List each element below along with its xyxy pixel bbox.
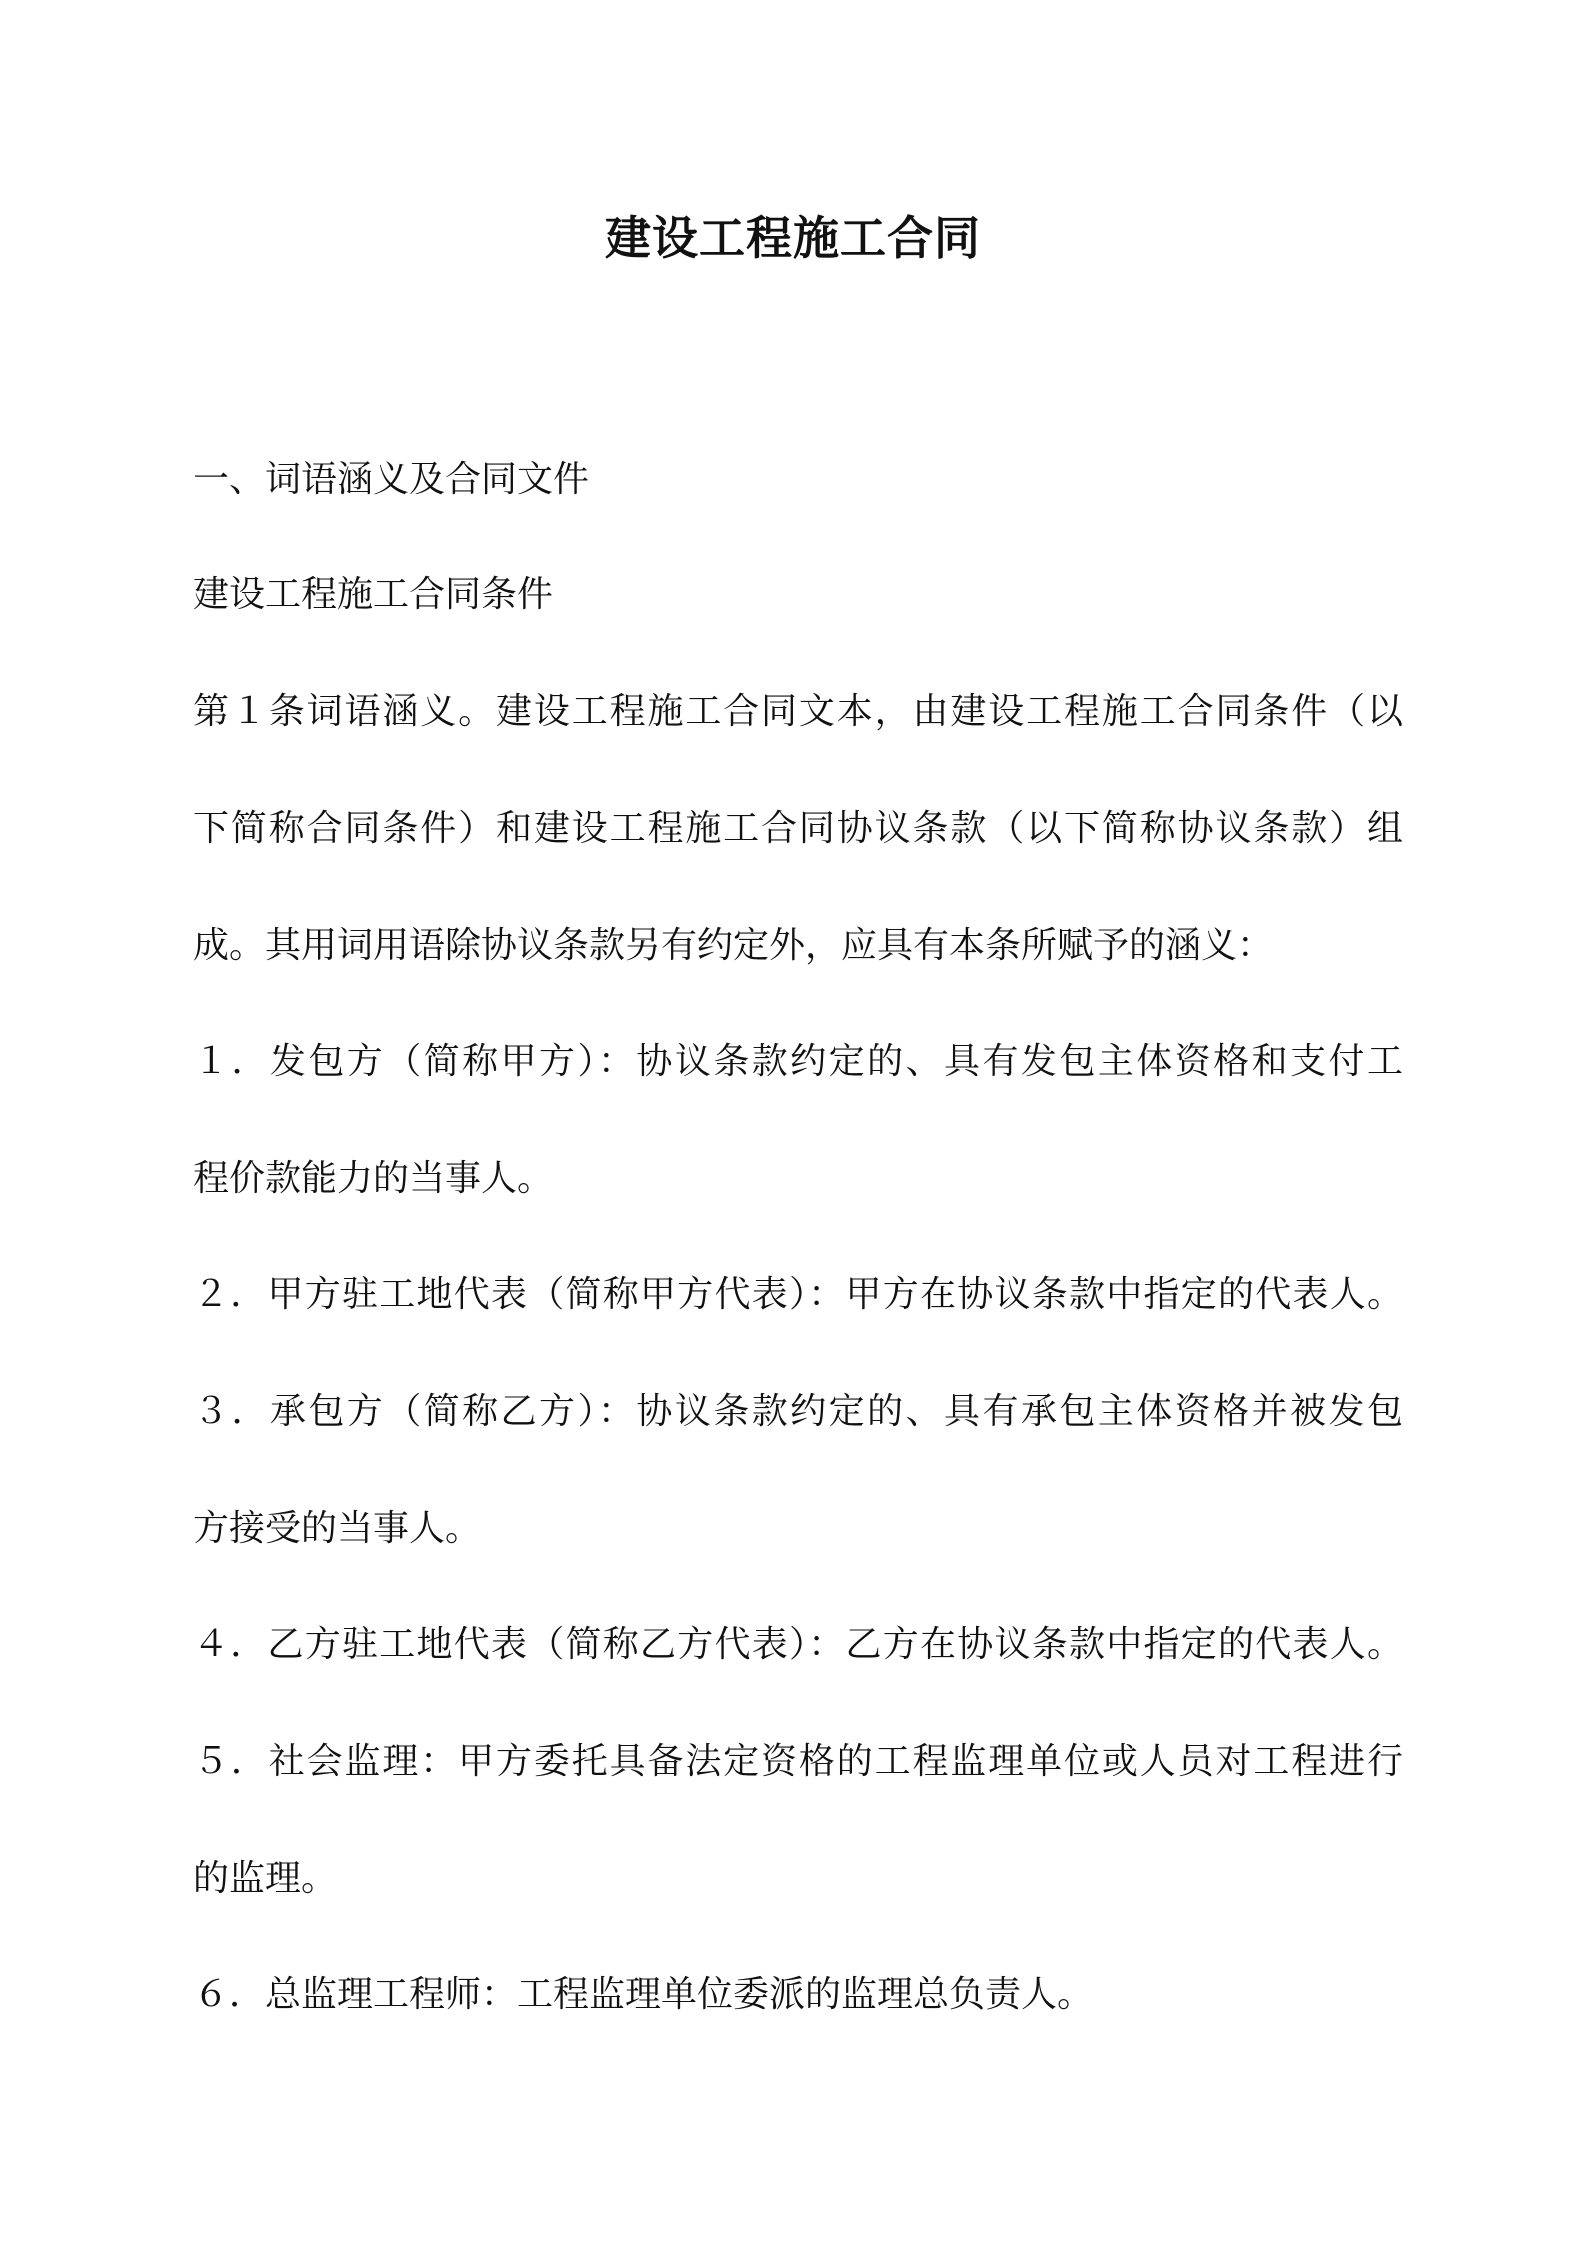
definition-item: ３．承包方（简称乙方）：协议条款约定的、具有承包主体资格并被发包 bbox=[193, 1391, 1403, 1432]
definition-item: ４．乙方驻工地代表（简称乙方代表）：乙方在协议条款中指定的代表人。 bbox=[193, 1624, 1403, 1665]
definition-item-continuation: 的监理。 bbox=[193, 1858, 338, 1899]
definition-item: ６．总监理工程师：工程监理单位委派的监理总负责人。 bbox=[193, 1974, 1094, 2015]
section-subheading: 建设工程施工合同条件 bbox=[193, 574, 554, 615]
definition-item: ５．社会监理：甲方委托具备法定资格的工程监理单位或人员对工程进行 bbox=[193, 1741, 1403, 1782]
paragraph-line: 第１条词语涵义。建设工程施工合同文本，由建设工程施工合同条件（以 bbox=[193, 691, 1403, 732]
section-heading: 一、词语涵义及合同文件 bbox=[193, 459, 590, 500]
definition-item-continuation: 方接受的当事人。 bbox=[193, 1508, 482, 1549]
document-title: 建设工程施工合同 bbox=[605, 211, 981, 265]
paragraph-line: 成。其用词用语除协议条款另有约定外，应具有本条所赋予的涵义： bbox=[193, 925, 1274, 966]
definition-item: １．发包方（简称甲方）：协议条款约定的、具有发包主体资格和支付工 bbox=[193, 1041, 1403, 1082]
paragraph-line: 下简称合同条件）和建设工程施工合同协议条款（以下简称协议条款）组 bbox=[193, 808, 1403, 849]
definition-item: ２．甲方驻工地代表（简称甲方代表）：甲方在协议条款中指定的代表人。 bbox=[193, 1274, 1403, 1315]
definition-item-continuation: 程价款能力的当事人。 bbox=[193, 1158, 554, 1199]
